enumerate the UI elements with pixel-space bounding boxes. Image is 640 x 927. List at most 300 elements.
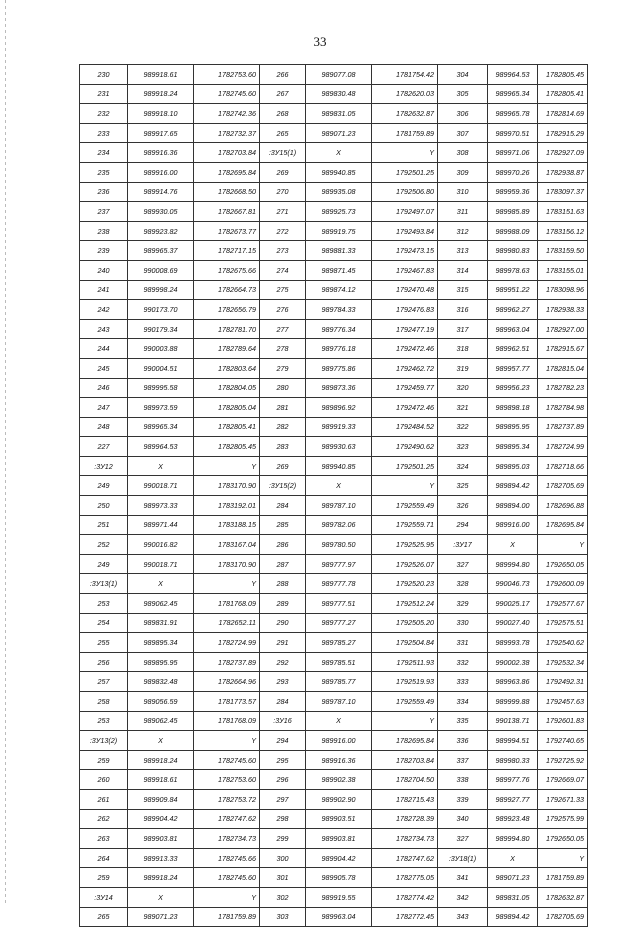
cell-x-coordinate: 989881.33 (306, 241, 372, 261)
cell-x-coordinate: 989959.36 (488, 182, 538, 202)
cell-y-coordinate: 1782632.87 (538, 887, 588, 907)
cell-point-number: 304 (438, 65, 488, 85)
cell-y-coordinate: 1782718.66 (538, 456, 588, 476)
cell-x-coordinate: 989971.44 (128, 515, 194, 535)
cell-x-coordinate: 989062.45 (128, 594, 194, 614)
cell-x-coordinate: 989056.59 (128, 692, 194, 712)
table-row (80, 65, 588, 85)
cell-y-coordinate: 1782732.37 (194, 123, 260, 143)
cell-point-number: 338 (438, 770, 488, 790)
cell-x-coordinate: 989927.77 (488, 789, 538, 809)
cell-x-coordinate: 990179.34 (128, 319, 194, 339)
cell-y-coordinate: 1781759.89 (372, 123, 438, 143)
cell-y-coordinate: 1782805.45 (194, 437, 260, 457)
table-row (80, 613, 588, 633)
table-row (80, 319, 588, 339)
cell-y-coordinate: 1782745.60 (194, 868, 260, 888)
cell-point-number: 247 (80, 398, 128, 418)
cell-x-coordinate: 989962.51 (488, 339, 538, 359)
cell-x-coordinate: 989787.10 (306, 496, 372, 516)
cell-y-coordinate: 1792650.05 (538, 554, 588, 574)
cell-y-coordinate: 1792472.46 (372, 339, 438, 359)
cell-x-coordinate: 989071.23 (488, 868, 538, 888)
table-row (80, 358, 588, 378)
cell-x-coordinate: 989902.38 (306, 770, 372, 790)
cell-x-coordinate: 989998.24 (128, 280, 194, 300)
cell-y-coordinate: 1792671.33 (538, 789, 588, 809)
cell-point-number: 311 (438, 202, 488, 222)
cell-point-number: 274 (260, 260, 306, 280)
cell-point-number: 298 (260, 809, 306, 829)
cell-x-coordinate: 989935.08 (306, 182, 372, 202)
coordinates-table-body (80, 65, 588, 927)
cell-y-coordinate: 1792559.49 (372, 496, 438, 516)
cell-point-number: 235 (80, 162, 128, 182)
cell-x-coordinate: X (306, 711, 372, 731)
cell-x-coordinate: 989903.81 (128, 829, 194, 849)
cell-point-number: :3У13(2) (80, 731, 128, 751)
cell-point-number: 310 (438, 182, 488, 202)
cell-point-number: 340 (438, 809, 488, 829)
cell-y-coordinate: 1792519.93 (372, 672, 438, 692)
cell-y-coordinate: 1781768.09 (194, 711, 260, 731)
cell-y-coordinate: 1782915.67 (538, 339, 588, 359)
cell-point-number: 324 (438, 456, 488, 476)
cell-y-coordinate: 1781773.57 (194, 692, 260, 712)
cell-point-number: 282 (260, 417, 306, 437)
cell-point-number: 303 (260, 907, 306, 927)
cell-x-coordinate: 989918.24 (128, 750, 194, 770)
cell-point-number: :3У15(1) (260, 143, 306, 163)
cell-point-number: 330 (438, 613, 488, 633)
cell-y-coordinate: 1782696.88 (538, 496, 588, 516)
table-row (80, 887, 588, 907)
cell-point-number: :3У13(1) (80, 574, 128, 594)
cell-point-number: 230 (80, 65, 128, 85)
cell-x-coordinate: 989913.33 (128, 848, 194, 868)
cell-y-coordinate: 1782804.05 (194, 378, 260, 398)
cell-point-number: 317 (438, 319, 488, 339)
cell-point-number: 308 (438, 143, 488, 163)
cell-y-coordinate: Y (538, 535, 588, 555)
cell-y-coordinate: 1782695.84 (538, 515, 588, 535)
cell-x-coordinate: X (128, 574, 194, 594)
cell-y-coordinate: 1783097.37 (538, 182, 588, 202)
cell-x-coordinate: 990003.88 (128, 339, 194, 359)
cell-point-number: 336 (438, 731, 488, 751)
cell-point-number: 234 (80, 143, 128, 163)
cell-y-coordinate: 1782703.84 (194, 143, 260, 163)
cell-x-coordinate: 989918.24 (128, 84, 194, 104)
cell-x-coordinate: 989903.81 (306, 829, 372, 849)
cell-y-coordinate: 1783098.96 (538, 280, 588, 300)
cell-point-number: 259 (80, 868, 128, 888)
cell-point-number: 331 (438, 633, 488, 653)
cell-x-coordinate: 989785.27 (306, 633, 372, 653)
cell-x-coordinate: 989940.85 (306, 162, 372, 182)
cell-point-number: 333 (438, 672, 488, 692)
cell-y-coordinate: 1782784.98 (538, 398, 588, 418)
cell-x-coordinate: 989914.76 (128, 182, 194, 202)
cell-y-coordinate: 1792577.67 (538, 594, 588, 614)
cell-y-coordinate: 1782717.15 (194, 241, 260, 261)
cell-point-number: 249 (80, 476, 128, 496)
cell-x-coordinate: X (306, 143, 372, 163)
table-row (80, 554, 588, 574)
cell-point-number: 335 (438, 711, 488, 731)
cell-point-number: 241 (80, 280, 128, 300)
cell-y-coordinate: Y (194, 456, 260, 476)
cell-y-coordinate: 1783167.04 (194, 535, 260, 555)
cell-x-coordinate: 989894.42 (488, 907, 538, 927)
cell-y-coordinate: 1792526.07 (372, 554, 438, 574)
cell-y-coordinate: 1782620.03 (372, 84, 438, 104)
cell-y-coordinate: 1792506.80 (372, 182, 438, 202)
cell-x-coordinate: 989918.24 (128, 868, 194, 888)
cell-y-coordinate: 1782737.89 (538, 417, 588, 437)
table-row (80, 574, 588, 594)
cell-point-number: 258 (80, 692, 128, 712)
cell-point-number: :3У14 (80, 887, 128, 907)
cell-y-coordinate: 1782664.96 (194, 672, 260, 692)
cell-point-number: 312 (438, 221, 488, 241)
cell-x-coordinate: 989965.34 (488, 84, 538, 104)
table-row (80, 809, 588, 829)
cell-point-number: 261 (80, 789, 128, 809)
table-row (80, 789, 588, 809)
cell-x-coordinate: 989964.53 (488, 65, 538, 85)
cell-point-number: 306 (438, 104, 488, 124)
cell-y-coordinate: 1782815.04 (538, 358, 588, 378)
cell-y-coordinate: 1782938.87 (538, 162, 588, 182)
cell-y-coordinate: 1782652.11 (194, 613, 260, 633)
cell-point-number: 246 (80, 378, 128, 398)
cell-x-coordinate: 989777.27 (306, 613, 372, 633)
cell-y-coordinate: 1792525.95 (372, 535, 438, 555)
cell-y-coordinate: 1792600.09 (538, 574, 588, 594)
cell-y-coordinate: 1792601.83 (538, 711, 588, 731)
cell-x-coordinate: 989830.48 (306, 84, 372, 104)
cell-y-coordinate: 1792504.84 (372, 633, 438, 653)
cell-y-coordinate: 1792492.31 (538, 672, 588, 692)
cell-x-coordinate: 989919.33 (306, 417, 372, 437)
table-row (80, 84, 588, 104)
cell-point-number: 278 (260, 339, 306, 359)
cell-point-number: 270 (260, 182, 306, 202)
cell-y-coordinate: 1782747.62 (194, 809, 260, 829)
cell-point-number: 323 (438, 437, 488, 457)
cell-point-number: 254 (80, 613, 128, 633)
cell-point-number: 294 (260, 731, 306, 751)
cell-y-coordinate: 1782745.60 (194, 84, 260, 104)
page-number: 33 (313, 34, 327, 49)
table-row (80, 515, 588, 535)
cell-point-number: 320 (438, 378, 488, 398)
cell-x-coordinate: 989965.37 (128, 241, 194, 261)
cell-y-coordinate: 1782695.84 (194, 162, 260, 182)
cell-y-coordinate: 1782753.72 (194, 789, 260, 809)
table-row (80, 672, 588, 692)
table-row (80, 378, 588, 398)
cell-point-number: 334 (438, 692, 488, 712)
cell-x-coordinate: 990018.71 (128, 554, 194, 574)
cell-x-coordinate: 989071.23 (306, 123, 372, 143)
cell-x-coordinate: 989062.45 (128, 711, 194, 731)
table-row (80, 123, 588, 143)
cell-x-coordinate: X (488, 848, 538, 868)
cell-point-number: 296 (260, 770, 306, 790)
cell-y-coordinate: 1792476.83 (372, 300, 438, 320)
cell-point-number: 268 (260, 104, 306, 124)
cell-y-coordinate: 1782747.62 (372, 848, 438, 868)
cell-y-coordinate: 1783192.01 (194, 496, 260, 516)
cell-y-coordinate: 1792501.25 (372, 162, 438, 182)
cell-x-coordinate: 989965.34 (128, 417, 194, 437)
cell-point-number: 263 (80, 829, 128, 849)
cell-x-coordinate: 989994.51 (488, 731, 538, 751)
cell-point-number: 329 (438, 594, 488, 614)
cell-point-number: 249 (80, 554, 128, 574)
table-row (80, 241, 588, 261)
cell-x-coordinate: 990002.38 (488, 652, 538, 672)
cell-y-coordinate: 1792540.62 (538, 633, 588, 653)
cell-x-coordinate: 989894.42 (488, 476, 538, 496)
cell-x-coordinate: 989930.05 (128, 202, 194, 222)
cell-x-coordinate: X (128, 887, 194, 907)
cell-x-coordinate: 989916.00 (306, 731, 372, 751)
cell-x-coordinate: 989787.10 (306, 692, 372, 712)
cell-y-coordinate: 1792532.34 (538, 652, 588, 672)
cell-point-number: 253 (80, 711, 128, 731)
cell-y-coordinate: 1782667.81 (194, 202, 260, 222)
cell-point-number: 236 (80, 182, 128, 202)
cell-x-coordinate: 989776.18 (306, 339, 372, 359)
table-row (80, 221, 588, 241)
cell-point-number: 339 (438, 789, 488, 809)
cell-x-coordinate: 989916.00 (488, 515, 538, 535)
cell-x-coordinate: 989919.75 (306, 221, 372, 241)
cell-point-number: 287 (260, 554, 306, 574)
cell-y-coordinate: 1782737.89 (194, 652, 260, 672)
cell-point-number: 265 (260, 123, 306, 143)
cell-y-coordinate: Y (194, 574, 260, 594)
cell-y-coordinate: 1782705.69 (538, 907, 588, 927)
cell-y-coordinate: 1792512.24 (372, 594, 438, 614)
cell-x-coordinate: 989973.33 (128, 496, 194, 516)
cell-point-number: 277 (260, 319, 306, 339)
cell-y-coordinate: 1792493.84 (372, 221, 438, 241)
cell-x-coordinate: 989940.85 (306, 456, 372, 476)
cell-x-coordinate: 990173.70 (128, 300, 194, 320)
cell-y-coordinate: Y (194, 887, 260, 907)
cell-x-coordinate: 989831.05 (306, 104, 372, 124)
cell-y-coordinate: 1782927.09 (538, 143, 588, 163)
cell-x-coordinate: 989905.78 (306, 868, 372, 888)
cell-x-coordinate: 989785.51 (306, 652, 372, 672)
cell-y-coordinate: 1782728.39 (372, 809, 438, 829)
cell-x-coordinate: 989871.45 (306, 260, 372, 280)
cell-y-coordinate: 1792470.48 (372, 280, 438, 300)
cell-y-coordinate: 1783159.50 (538, 241, 588, 261)
cell-y-coordinate: 1792501.25 (372, 456, 438, 476)
table-row (80, 907, 588, 927)
cell-point-number: 283 (260, 437, 306, 457)
cell-point-number: 305 (438, 84, 488, 104)
cell-point-number: 242 (80, 300, 128, 320)
cell-x-coordinate: 989917.65 (128, 123, 194, 143)
cell-x-coordinate: 989071.23 (128, 907, 194, 927)
cell-point-number: 301 (260, 868, 306, 888)
cell-y-coordinate: Y (372, 711, 438, 731)
cell-point-number: 248 (80, 417, 128, 437)
cell-point-number: 273 (260, 241, 306, 261)
cell-point-number: 231 (80, 84, 128, 104)
cell-x-coordinate: 989909.84 (128, 789, 194, 809)
cell-y-coordinate: 1782805.41 (538, 84, 588, 104)
cell-point-number: 267 (260, 84, 306, 104)
cell-y-coordinate: 1792669.07 (538, 770, 588, 790)
cell-point-number: 327 (438, 829, 488, 849)
cell-y-coordinate: 1781754.42 (372, 65, 438, 85)
cell-point-number: 307 (438, 123, 488, 143)
cell-y-coordinate: 1792520.23 (372, 574, 438, 594)
cell-y-coordinate: 1792575.51 (538, 613, 588, 633)
cell-y-coordinate: 1782664.73 (194, 280, 260, 300)
cell-point-number: 279 (260, 358, 306, 378)
cell-y-coordinate: 1782774.42 (372, 887, 438, 907)
cell-y-coordinate: 1782772.45 (372, 907, 438, 927)
cell-y-coordinate: 1782805.41 (194, 417, 260, 437)
cell-point-number: 243 (80, 319, 128, 339)
cell-x-coordinate: 989980.83 (488, 241, 538, 261)
table-row (80, 692, 588, 712)
cell-y-coordinate: 1782715.43 (372, 789, 438, 809)
cell-y-coordinate: 1781759.89 (194, 907, 260, 927)
cell-x-coordinate: 989831.91 (128, 613, 194, 633)
table-row (80, 143, 588, 163)
cell-x-coordinate: 989957.77 (488, 358, 538, 378)
cell-x-coordinate: 989971.06 (488, 143, 538, 163)
cell-x-coordinate: 989077.08 (306, 65, 372, 85)
cell-y-coordinate: 1783188.15 (194, 515, 260, 535)
cell-x-coordinate: 989923.82 (128, 221, 194, 241)
cell-x-coordinate: 989978.63 (488, 260, 538, 280)
cell-x-coordinate: 989919.55 (306, 887, 372, 907)
cell-point-number: 327 (438, 554, 488, 574)
cell-y-coordinate: 1792559.49 (372, 692, 438, 712)
cell-x-coordinate: 989951.22 (488, 280, 538, 300)
table-row (80, 476, 588, 496)
left-margin-line (5, 0, 6, 905)
cell-x-coordinate: 989918.10 (128, 104, 194, 124)
cell-y-coordinate: 1792459.77 (372, 378, 438, 398)
cell-point-number: 321 (438, 398, 488, 418)
cell-x-coordinate: 989930.63 (306, 437, 372, 457)
cell-x-coordinate: 989777.51 (306, 594, 372, 614)
cell-y-coordinate: 1792575.99 (538, 809, 588, 829)
cell-point-number: 291 (260, 633, 306, 653)
cell-x-coordinate: 989776.34 (306, 319, 372, 339)
cell-x-coordinate: 989895.03 (488, 456, 538, 476)
cell-point-number: 297 (260, 789, 306, 809)
cell-x-coordinate: 989916.36 (128, 143, 194, 163)
cell-point-number: 233 (80, 123, 128, 143)
cell-y-coordinate: 1782742.36 (194, 104, 260, 124)
cell-y-coordinate: 1782668.50 (194, 182, 260, 202)
cell-x-coordinate: 990046.73 (488, 574, 538, 594)
cell-point-number: 300 (260, 848, 306, 868)
cell-x-coordinate: 989963.86 (488, 672, 538, 692)
cell-point-number: 325 (438, 476, 488, 496)
cell-x-coordinate: 990016.82 (128, 535, 194, 555)
cell-point-number: 250 (80, 496, 128, 516)
cell-y-coordinate: 1792650.05 (538, 829, 588, 849)
cell-x-coordinate: 989977.76 (488, 770, 538, 790)
table-row (80, 417, 588, 437)
cell-point-number: :3У16 (260, 711, 306, 731)
table-row (80, 652, 588, 672)
table-row (80, 594, 588, 614)
cell-point-number: 313 (438, 241, 488, 261)
cell-x-coordinate: 989784.33 (306, 300, 372, 320)
cell-x-coordinate: 989904.42 (128, 809, 194, 829)
cell-y-coordinate: 1782938.33 (538, 300, 588, 320)
cell-y-coordinate: 1792725.92 (538, 750, 588, 770)
cell-point-number: 260 (80, 770, 128, 790)
table-row (80, 456, 588, 476)
cell-x-coordinate: X (128, 456, 194, 476)
cell-y-coordinate: 1782814.69 (538, 104, 588, 124)
cell-point-number: 341 (438, 868, 488, 888)
cell-y-coordinate: 1782695.84 (372, 731, 438, 751)
cell-y-coordinate: 1783155.01 (538, 260, 588, 280)
cell-x-coordinate: 989916.36 (306, 750, 372, 770)
cell-point-number: 269 (260, 162, 306, 182)
coordinates-table (79, 64, 588, 927)
table-row (80, 711, 588, 731)
cell-y-coordinate: 1792497.07 (372, 202, 438, 222)
cell-y-coordinate: 1782803.64 (194, 358, 260, 378)
table-row (80, 202, 588, 222)
cell-y-coordinate: 1782704.50 (372, 770, 438, 790)
cell-point-number: 343 (438, 907, 488, 927)
table-row (80, 339, 588, 359)
cell-point-number: 259 (80, 750, 128, 770)
cell-point-number: 285 (260, 515, 306, 535)
cell-x-coordinate: 989963.04 (488, 319, 538, 339)
cell-point-number: 232 (80, 104, 128, 124)
cell-point-number: 245 (80, 358, 128, 378)
table-row (80, 300, 588, 320)
cell-y-coordinate: 1782675.66 (194, 260, 260, 280)
cell-y-coordinate: Y (194, 731, 260, 751)
cell-point-number: 276 (260, 300, 306, 320)
cell-x-coordinate: X (306, 476, 372, 496)
cell-point-number: 237 (80, 202, 128, 222)
cell-x-coordinate: 989918.61 (128, 770, 194, 790)
cell-x-coordinate: 990008.69 (128, 260, 194, 280)
cell-point-number: 328 (438, 574, 488, 594)
cell-point-number: 294 (438, 515, 488, 535)
table-row (80, 731, 588, 751)
cell-point-number: 289 (260, 594, 306, 614)
cell-point-number: 315 (438, 280, 488, 300)
cell-x-coordinate: 989970.26 (488, 162, 538, 182)
cell-y-coordinate: 1782781.70 (194, 319, 260, 339)
cell-x-coordinate: 989895.95 (488, 417, 538, 437)
cell-y-coordinate: 1782703.84 (372, 750, 438, 770)
cell-point-number: 244 (80, 339, 128, 359)
